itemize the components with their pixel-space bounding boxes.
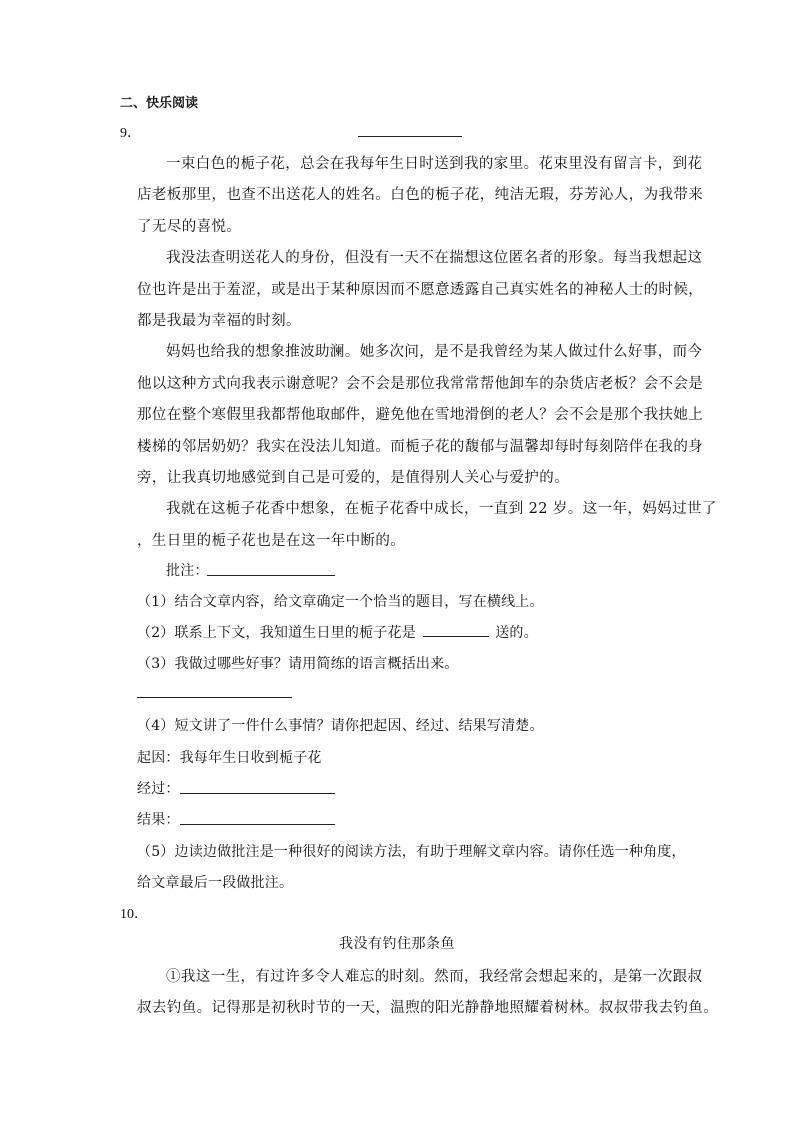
question-2-blank[interactable]: [423, 624, 489, 637]
q9-p4-line2: ，生日里的栀子花也是在这一年中断的。: [137, 533, 406, 549]
q9-p2-line2: 位也许是出于羞涩，或是出于某种原因而不愿意透露自己真实姓名的神秘人士的时候，: [137, 282, 704, 298]
question-5-line2: 给文章最后一段做批注。: [137, 875, 294, 891]
question-3: （3）我做过哪些好事？请用简练的语言概括出来。: [137, 656, 459, 672]
q9-p2-line1: 我没法查明送花人的身份，但没有一天不在揣想这位匿名者的形象。每当我想起这: [166, 250, 703, 266]
annotation-label: 批注：: [166, 563, 209, 579]
q9-p3-line1: 妈妈也给我的想象推波助澜。她多次问，是不是我曾经为某人做过什么好事，而今: [166, 344, 703, 360]
q9-p1-line3: 了无尽的喜悦。: [137, 219, 242, 235]
question-2-suffix: 送的。: [495, 625, 538, 641]
question-4-process-blank[interactable]: [180, 793, 335, 794]
q9-p3-line2: 他以这种方式向我表示谢意呢？会不会是那位我常常帮他卸车的杂货店老板？会不会是: [137, 376, 704, 392]
question-4-result-label: 结果：: [137, 812, 180, 828]
question-4-process-label: 经过：: [137, 781, 180, 797]
q9-p1-line1: 一束白色的栀子花，总会在我每年生日时送到我的家里。花束里没有留言卡，到花: [166, 156, 703, 172]
q10-p1-line1: ①我这一生，有过许多令人难忘的时刻。然而，我经常会想起来的，是第一次跟叔: [166, 969, 703, 985]
question-4-result-blank[interactable]: [180, 824, 335, 825]
question-4: （4）短文讲了一件什么事情？请你把起因、经过、结果写清楚。: [137, 718, 544, 734]
question-10-number: 10．: [120, 907, 148, 922]
q9-p3-line5: 旁，让我真切地感觉到自己是可爱的，是值得别人关心与爱护的。: [137, 470, 570, 486]
section-heading: 二、快乐阅读: [120, 96, 199, 111]
question-10-title: 我没有钓住那条鱼: [339, 936, 455, 952]
annotation-blank[interactable]: [207, 575, 335, 576]
title-answer-blank[interactable]: [358, 136, 462, 137]
q9-p2-line3: 都是我最为幸福的时刻。: [137, 313, 301, 329]
question-5-line1: （5）边读边做批注是一种很好的阅读方法，有助于理解文章内容。请你任选一种角度，: [137, 844, 686, 860]
question-9-number: 9．: [120, 126, 141, 141]
question-3-answer-blank[interactable]: [137, 697, 292, 698]
q9-p4-line1: 我就在这栀子花香中想象，在栀子花香中成长，一直到 22 岁。这一年，妈妈过世了: [166, 501, 717, 517]
question-1: （1）结合文章内容，给文章确定一个恰当的题目，写在横线上。: [137, 594, 544, 610]
question-4-cause: 起因：我每年生日收到栀子花: [137, 750, 322, 766]
q9-p1-line2: 店老板那里，也查不出送花人的姓名。白色的栀子花，纯洁无瑕，芬芳沁人，为我带来: [137, 187, 704, 203]
q9-p3-line3: 那位在整个寒假里我都帮他取邮件，避免他在雪地滑倒的老人？会不会是那个我扶她上: [137, 407, 704, 423]
q10-p1-line2: 叔去钓鱼。记得那是初秋时节的一天，温煦的阳光静静地照耀着树林。叔叔带我去钓鱼。: [137, 1000, 719, 1016]
q9-p3-line4: 楼梯的邻居奶奶？我实在没法儿知道。而栀子花的馥郁与温馨却每时每刻陪伴在我的身: [137, 439, 704, 455]
question-2: [137, 622, 538, 642]
question-2-text: （2）联系上下文，我知道生日里的栀子花是: [137, 625, 416, 641]
